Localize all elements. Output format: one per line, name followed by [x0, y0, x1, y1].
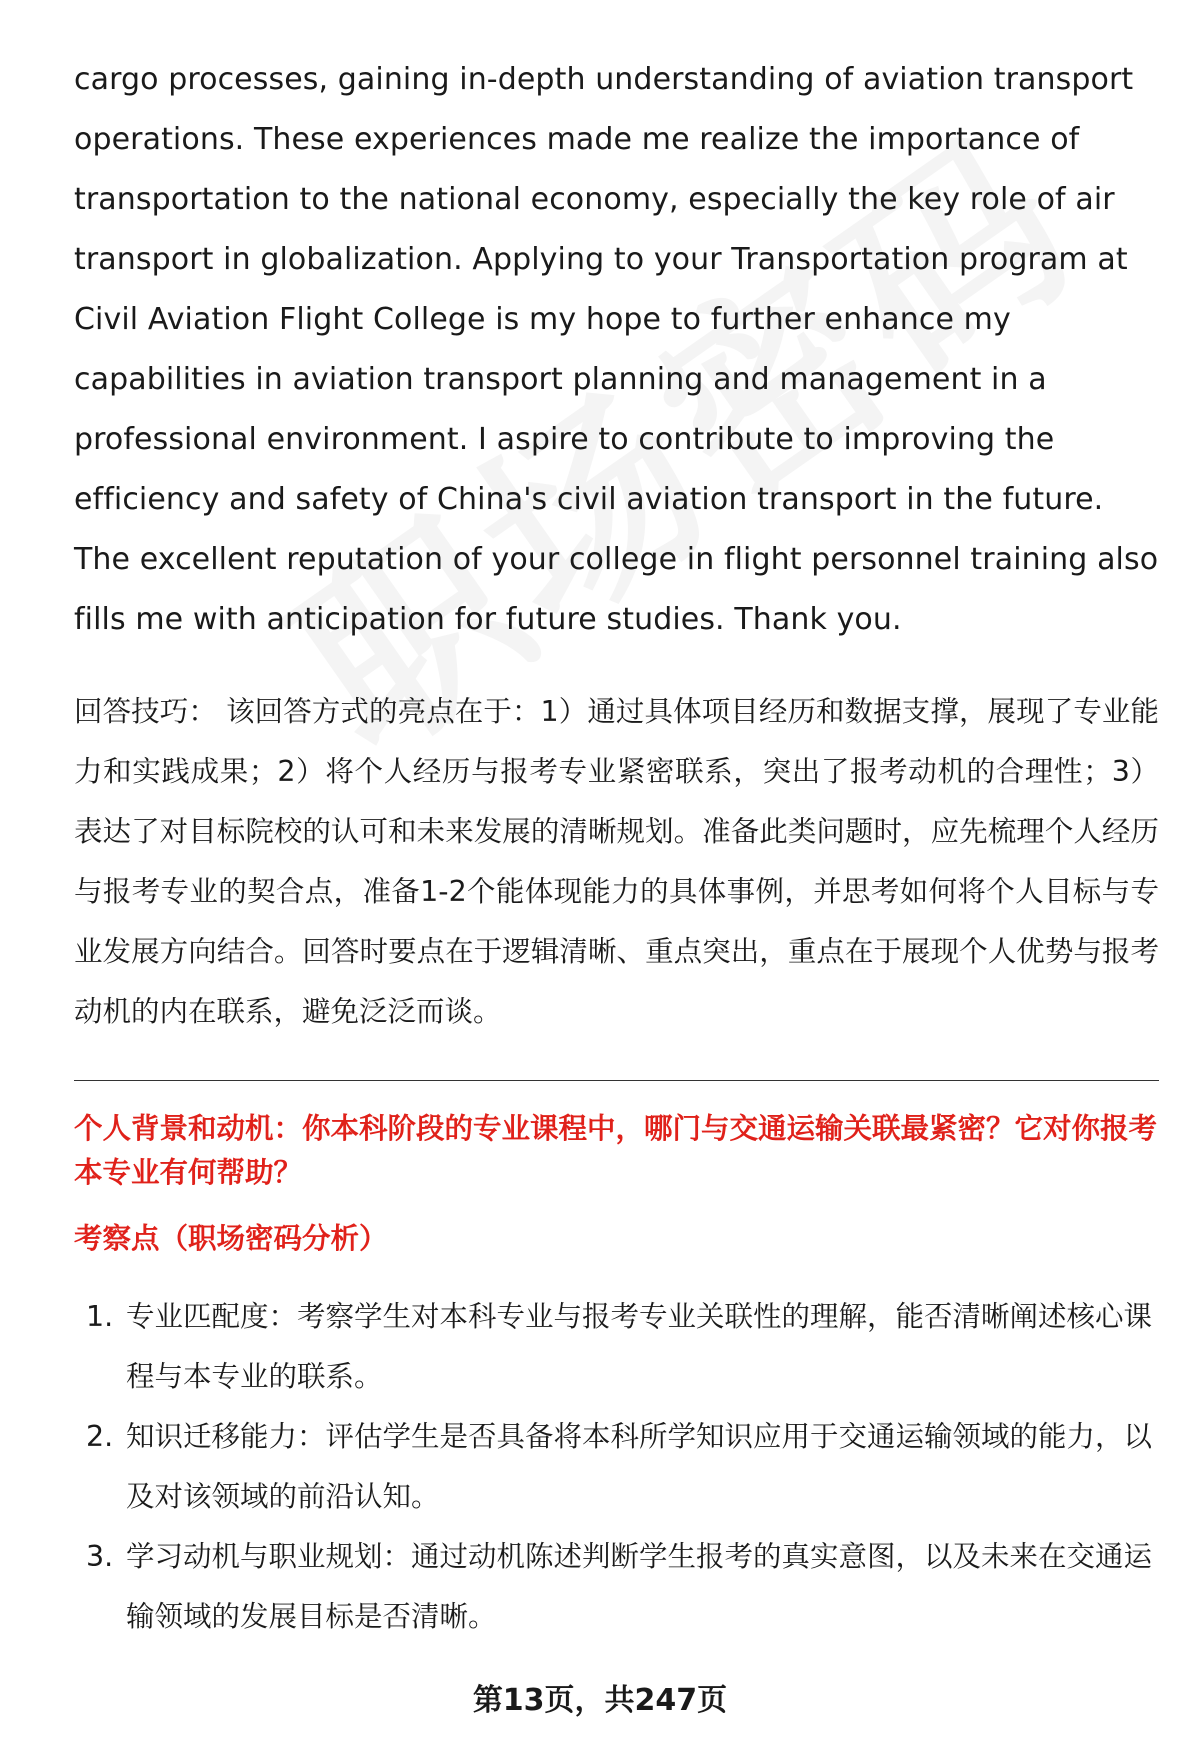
list-item-number: 2. — [86, 1420, 114, 1453]
list-item-text: 学习动机与职业规划：通过动机陈述判断学生报考的真实意图，以及未来在交通运输领域的发展目标是否清晰。 — [126, 1540, 1153, 1633]
assessment-points-list — [74, 1287, 1159, 1647]
list-item — [74, 1287, 1159, 1407]
list-item-number: 1. — [86, 1300, 114, 1333]
question-title: 个人背景和动机：你本科阶段的专业课程中，哪门与交通运输关联最紧密？它对你报考本专业有何帮助？ — [74, 1112, 1158, 1189]
answer-tips: 回答技巧： 该回答方式的亮点在于：1）通过具体项目经历和数据支撑，展现了专业能力和实践成果；2）将个人经历与报考专业紧密联系，突出了报考动机的合理性；3）表达了对目标院校的认可和未来发展的清晰规划。准备此类问题时，应先梳理个人经历与报考专业的契合点，准备1-2个能体现能力的具体事例，并思考如何将个人目标与专业发展方向结合。回答时要点在于逻辑清晰、重点突出，重点在于展现个人优势与报考动机的内在联系，避免泛泛而谈。 — [74, 695, 1159, 1028]
list-item-number: 3. — [86, 1540, 114, 1573]
list-item — [74, 1527, 1159, 1647]
list-item-text: 知识迁移能力：评估学生是否具备将本科所学知识应用于交通运输领域的能力，以及对该领域的前沿认知。 — [126, 1420, 1153, 1513]
section-divider — [74, 1080, 1159, 1081]
page-content — [74, 50, 1159, 1647]
page-number: 第13页，共247页 — [472, 1683, 728, 1718]
list-item-text: 专业匹配度：考察学生对本科专业与报考专业关联性的理解，能否清晰阐述核心课程与本专业的联系。 — [126, 1300, 1153, 1393]
assessment-heading: 考察点（职场密码分析） — [74, 1222, 388, 1255]
list-item — [74, 1407, 1159, 1527]
answer-paragraph-en: cargo processes, gaining in-depth understanding of aviation transport operations. These experiences made me realize the importance of transportation to the national economy, especially the key role of air transport in globalization. Applying to your Transportation program at Civil Aviation Flight College is my hope to further enhance my capabilities in aviation transport planning and management in a professional environment. I aspire to contribute to improving the efficiency and safety of China's civil aviation transport in the future. The excellent reputation of your college in flight personnel training also fills me with anticipation for future studies. Thank you. — [74, 62, 1159, 637]
